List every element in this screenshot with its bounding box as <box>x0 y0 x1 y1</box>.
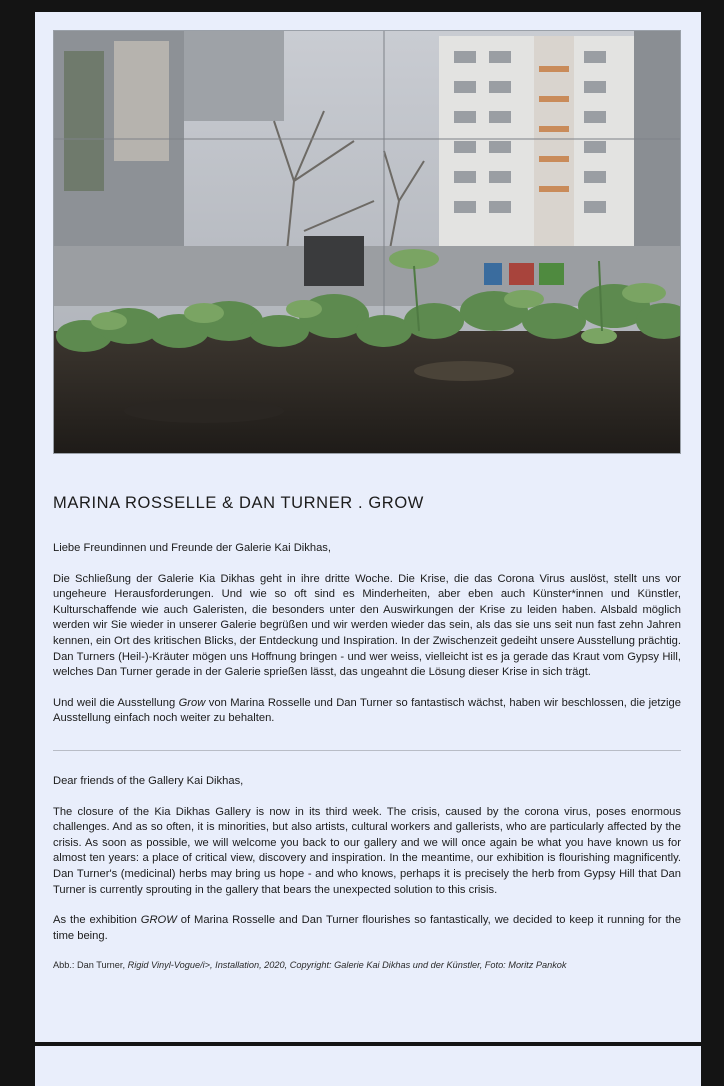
article-title: MARINA ROSSELLE & DAN TURNER . GROW <box>53 494 424 512</box>
german-paragraph-2-end: von Marina Rosselle und Dan Turner so fantastisch wächst, haben wir beschlossen, die jetzige Ausstellung einfach noch weiter zu behalten. <box>53 696 681 725</box>
german-greeting: Liebe Freundinnen und Freunde der Galerie Kai Dikhas, <box>53 542 331 554</box>
english-paragraph-2 <box>53 913 681 944</box>
caption-credit: Abb.: Dan Turner, <box>53 960 128 971</box>
article-content <box>53 494 681 971</box>
language-divider <box>53 750 681 751</box>
image-caption <box>53 959 681 971</box>
german-paragraph-2-start: Und weil die Ausstellung <box>53 696 179 709</box>
exhibition-photo <box>53 30 681 454</box>
newsletter-card <box>35 12 701 1042</box>
english-paragraph-2-start: As the exhibition <box>53 914 141 927</box>
exhibition-title-english: GROW <box>140 914 177 927</box>
german-paragraph-2 <box>53 696 681 727</box>
english-paragraph-1: The closure of the Kia Dikhas Gallery is now in its third week. The crisis, caused by the corona virus, poses enormous challenges. And as so often, it is minorities, but also artists, cultural workers and gallerists, who are particularly affected by the crisis. As soon as possible, we will welcome you back to our gallery and we will once again be what you have known us for almost ten years: a place of critical view, discovery and inspiration. In the meantime, our exhibition is flourishing magnificently. Dan Turner's (medicinal) herbs may bring us hope - and who knows, perhaps it is precisely the herb from Gypsy Hill that Dan Turner is currently sprouting in the gallery that bears the unexpected solution to this crisis. <box>53 805 681 896</box>
exhibition-title-german: Grow <box>178 696 206 709</box>
german-paragraph-1: Die Schließung der Galerie Kia Dikhas geht in ihre dritte Woche. Die Krise, die das Corona Virus auslöst, stellt uns vor ungeheure Herausforderungen. Und wie so oft sind es Minderheiten, aber eben auch Künster*innen und Künstler, Kulturschaffende wie auch Galeristen, die besonders unter den Auswirkungen der Krise zu leiden haben. Alsbald möglich werden wir Sie wieder in unserer Galerie begrüßen und wir werden wieder das sein, als das sie uns seit nun fast zehn Jahren kennen, ein Ort des kritischen Blicks, der Entdeckung und Inspiration. In der Zwischenzeit gedeiht unsere Ausstellung prächtig. Dan Turners (Heil-)-Kräuter mögen uns Hoffnung bringen - und wer weiss, vielleicht ist es ja gerade das Kraut vom Gypsy Hill, welches Dan Turner gerade in der Galerie sprießen lässt, das ungeahnt die Lösung dieser Krise in sich trägt. <box>53 572 681 679</box>
english-greeting: Dear friends of the Gallery Kai Dikhas, <box>53 774 244 787</box>
caption-details: Rigid Vinyl-Vogue/i>, Installation, 2020, Copyright: Galerie Kai Dikhas und der Künstler, Foto: Moritz Pankok <box>127 960 567 971</box>
english-paragraph-2-end: of Marina Rosselle and Dan Turner flourishes so fantastically, we decided to keep it running for the time being. <box>53 914 681 942</box>
next-card <box>35 1046 701 1086</box>
